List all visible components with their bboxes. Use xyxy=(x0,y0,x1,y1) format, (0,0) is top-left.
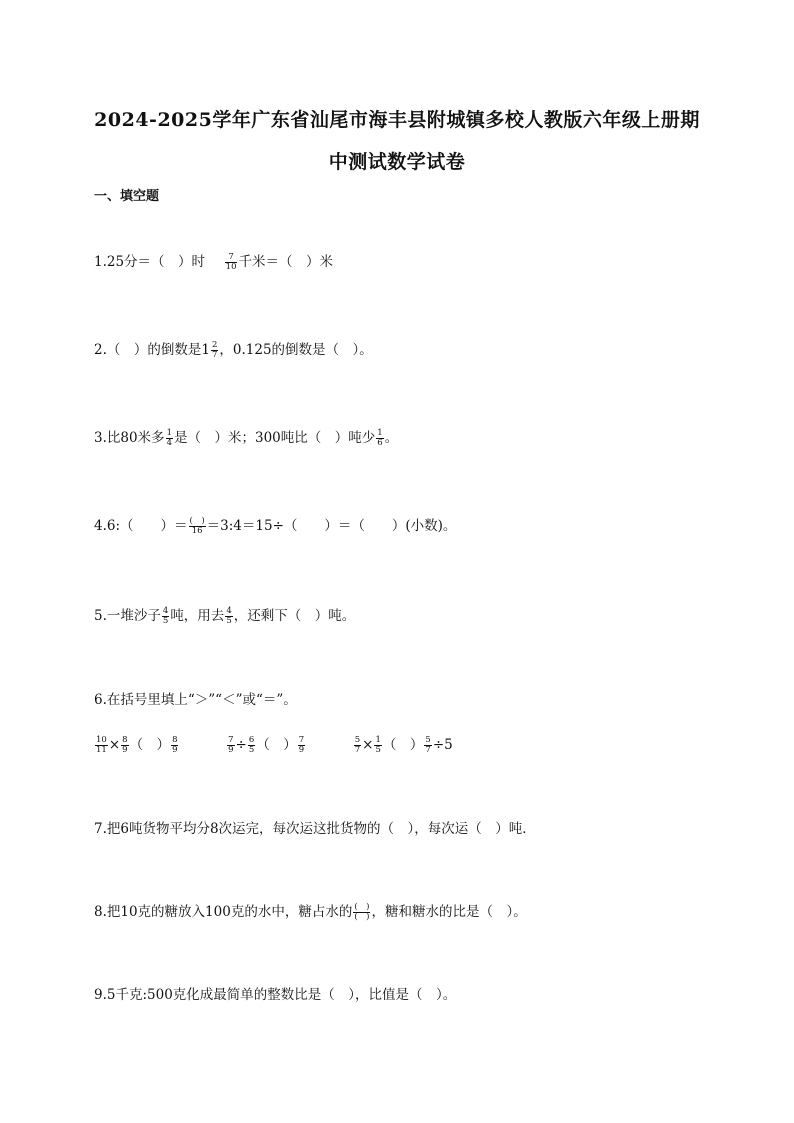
question-2-text-b: ，0.125的倒数是（ ）。 xyxy=(219,342,373,358)
question-1-text-b: 千米＝（ ）米 xyxy=(238,254,333,270)
fraction: $\frac{1}{5}$ xyxy=(375,735,381,755)
question-8-text-a: 8.把10克的糖放入100克的水中，糖占水的 xyxy=(94,904,353,920)
question-8 xyxy=(94,902,527,922)
question-5-text-a: 5.一堆沙子 xyxy=(94,608,161,624)
question-2 xyxy=(94,340,373,360)
question-3-text-b: 是（ ）米；300吨比（ ）吨少 xyxy=(173,430,376,446)
question-1 xyxy=(94,252,333,272)
fraction: $\frac{5}{7}$ xyxy=(425,735,431,755)
fraction: $\frac{8}{9}$ xyxy=(122,735,128,755)
question-6-expressions xyxy=(94,735,453,755)
operator: ÷ xyxy=(235,737,247,753)
comparison-1 xyxy=(94,737,184,753)
fraction: $\frac{1}{6}$ xyxy=(377,428,383,448)
comparison-2 xyxy=(226,737,310,753)
fraction: $\frac{7}{10}$ xyxy=(225,252,237,272)
operator: × xyxy=(108,737,121,753)
question-4-text-b: ＝3:4＝15÷（ ）＝（ ）(小数)。 xyxy=(206,518,457,534)
mixed-number-whole: 1 xyxy=(201,342,210,358)
question-4 xyxy=(94,516,456,536)
question-6-prompt: 6.在括号里填上“＞”“＜”或“＝”。 xyxy=(94,692,297,708)
fraction: $\frac{( )}{( )}$ xyxy=(354,902,370,922)
fraction: $\frac{1}{4}$ xyxy=(166,428,172,448)
fraction: $\frac{8}{9}$ xyxy=(172,735,178,755)
question-2-text-a: 2.（ ）的倒数是 xyxy=(94,342,202,358)
section-heading: 一、填空题 xyxy=(94,189,160,204)
fraction: $\frac{7}{9}$ xyxy=(298,735,305,755)
fraction: $\frac{10}{11}$ xyxy=(96,735,107,755)
question-3 xyxy=(94,428,398,448)
fraction: $\frac{( )}{16}$ xyxy=(189,516,205,536)
question-5-text-b: 吨，用去 xyxy=(170,608,225,624)
expression-tail: ÷5 xyxy=(432,737,453,753)
question-5-text-c: ，还剩下（ ）吨。 xyxy=(233,608,356,624)
question-5 xyxy=(94,606,355,626)
fraction: $\frac{5}{7}$ xyxy=(354,735,361,755)
answer-blank: （ ） xyxy=(129,737,171,753)
exam-title-line2: 中测试数学试卷 xyxy=(328,151,466,173)
fraction: $\frac{6}{5}$ xyxy=(248,735,255,755)
question-7: 7.把6吨货物平均分8次运完，每次运这批货物的（ ），每次运（ ）吨． xyxy=(94,821,536,837)
question-1-text-a: 1.25分＝（ ）时 xyxy=(94,254,206,270)
fraction: $\frac{7}{9}$ xyxy=(228,735,234,755)
exam-title-line1: 2024-2025学年广东省汕尾市海丰县附城镇多校人教版六年级上册期 xyxy=(94,109,700,131)
answer-blank: （ ） xyxy=(382,737,424,753)
fraction: $\frac{4}{5}$ xyxy=(226,606,232,626)
fraction: $\frac{4}{5}$ xyxy=(162,606,169,626)
question-3-text-c: 。 xyxy=(384,430,399,446)
fraction: $\frac{2}{7}$ xyxy=(211,340,218,360)
question-8-text-b: ，糖和糖水的比是（ ）。 xyxy=(371,904,527,920)
question-9: 9.5千克:500克化成最简单的整数比是（ ），比值是（ ）。 xyxy=(94,987,457,1003)
question-4-text-a: 4.6:（ ）＝ xyxy=(94,518,188,534)
comparison-3 xyxy=(353,737,453,753)
answer-blank: （ ） xyxy=(256,737,297,753)
operator: × xyxy=(362,737,374,753)
question-3-text-a: 3.比80米多 xyxy=(94,430,165,446)
